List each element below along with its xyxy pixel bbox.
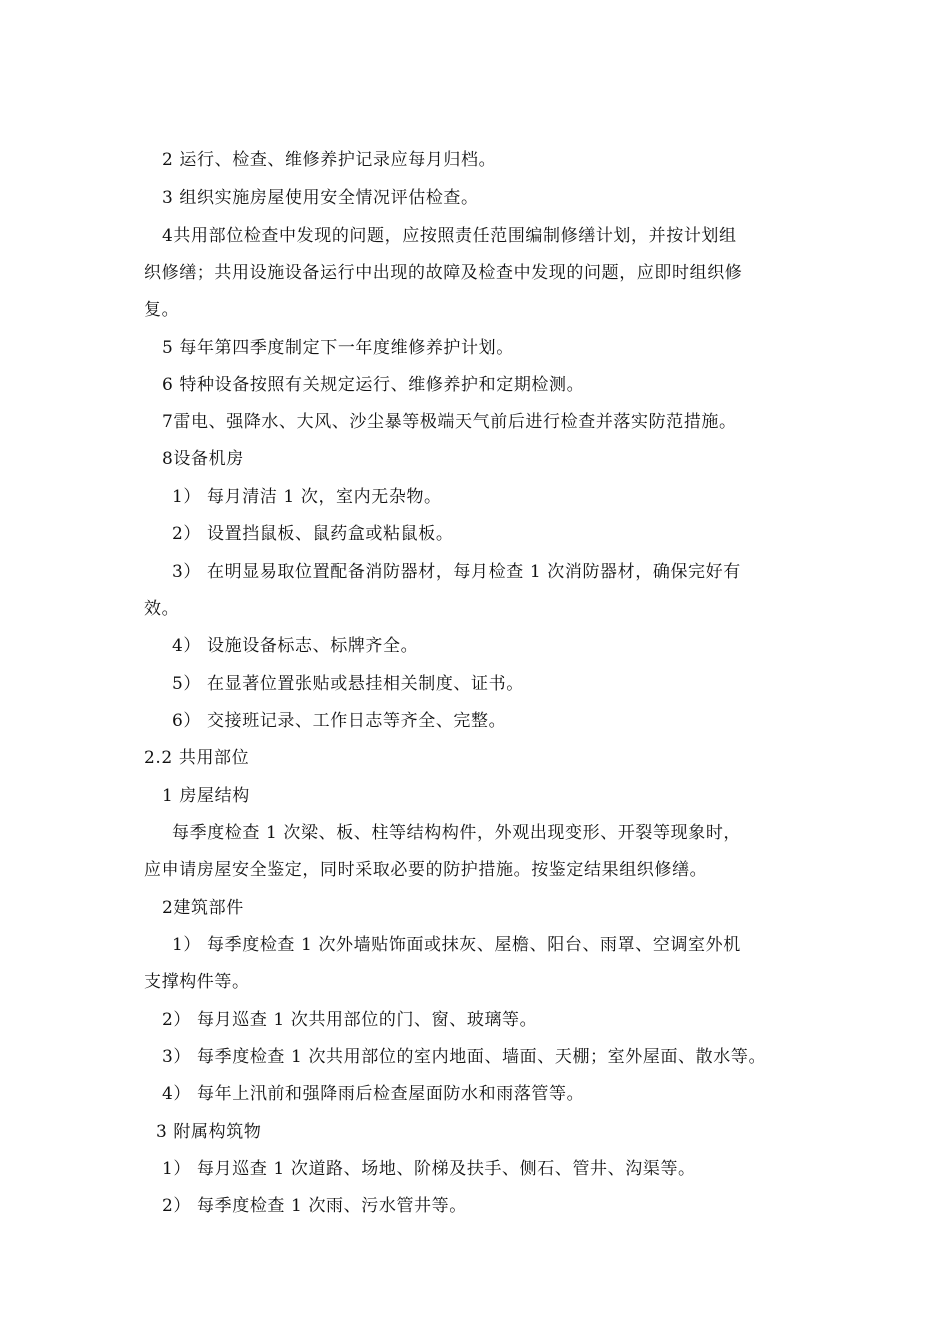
subsection-heading: 2建筑部件 (162, 898, 244, 918)
text-line: 支撑构件等。 (144, 972, 250, 992)
text-line: 3） 每季度检查 1 次共用部位的室内地面、墙面、天棚；室外屋面、散水等。 (162, 1047, 767, 1067)
text-line: 1） 每月巡查 1 次道路、场地、阶梯及扶手、侧石、管井、沟渠等。 (162, 1159, 696, 1179)
text-line: 6 特种设备按照有关规定运行、维修养护和定期检测。 (162, 375, 585, 395)
text-line: 每季度检查 1 次梁、板、柱等结构构件，外观出现变形、开裂等现象时， (172, 823, 742, 843)
text-line: 2） 每月巡查 1 次共用部位的门、窗、玻璃等。 (162, 1010, 538, 1030)
text-line: 8设备机房 (162, 449, 244, 469)
text-line: 4） 每年上汛前和强降雨后检查屋面防水和雨落管等。 (162, 1084, 585, 1104)
subsection-heading: 3 附属构筑物 (156, 1122, 262, 1142)
text-line: 2 运行、检查、维修养护记录应每月归档。 (162, 150, 497, 170)
text-line: 织修缮；共用设施设备运行中出现的故障及检查中发现的问题，应即时组织修 (144, 263, 743, 283)
text-line: 6） 交接班记录、工作日志等齐全、完整。 (172, 711, 507, 731)
text-line: 应申请房屋安全鉴定，同时采取必要的防护措施。按鉴定结果组织修缮。 (144, 860, 708, 880)
text-line: 效。 (144, 599, 180, 619)
text-line: 3） 在明显易取位置配备消防器材，每月检查 1 次消防器材，确保完好有 (172, 562, 741, 582)
text-line: 3 组织实施房屋使用安全情况评估检查。 (162, 188, 479, 208)
text-line: 复。 (144, 300, 180, 320)
text-line: 4共用部位检查中发现的问题，应按照责任范围编制修缮计划，并按计划组 (162, 226, 737, 246)
text-line: 1） 每月清洁 1 次，室内无杂物。 (172, 487, 442, 507)
text-line: 5） 在显著位置张贴或悬挂相关制度、证书。 (172, 674, 524, 694)
text-line: 7雷电、强降水、大风、沙尘暴等极端天气前后进行检查并落实防范措施。 (162, 412, 737, 432)
section-heading: 2.2 共用部位 (144, 748, 250, 768)
text-line: 1） 每季度检查 1 次外墙贴饰面或抹灰、屋檐、阳台、雨罩、空调室外机 (172, 935, 741, 955)
text-line: 2） 设置挡鼠板、鼠药盒或粘鼠板。 (172, 524, 454, 544)
text-line: 4） 设施设备标志、标牌齐全。 (172, 636, 419, 656)
subsection-heading: 1 房屋结构 (162, 786, 250, 806)
text-line: 5 每年第四季度制定下一年度维修养护计划。 (162, 338, 514, 358)
text-line: 2） 每季度检查 1 次雨、污水管井等。 (162, 1196, 467, 1216)
